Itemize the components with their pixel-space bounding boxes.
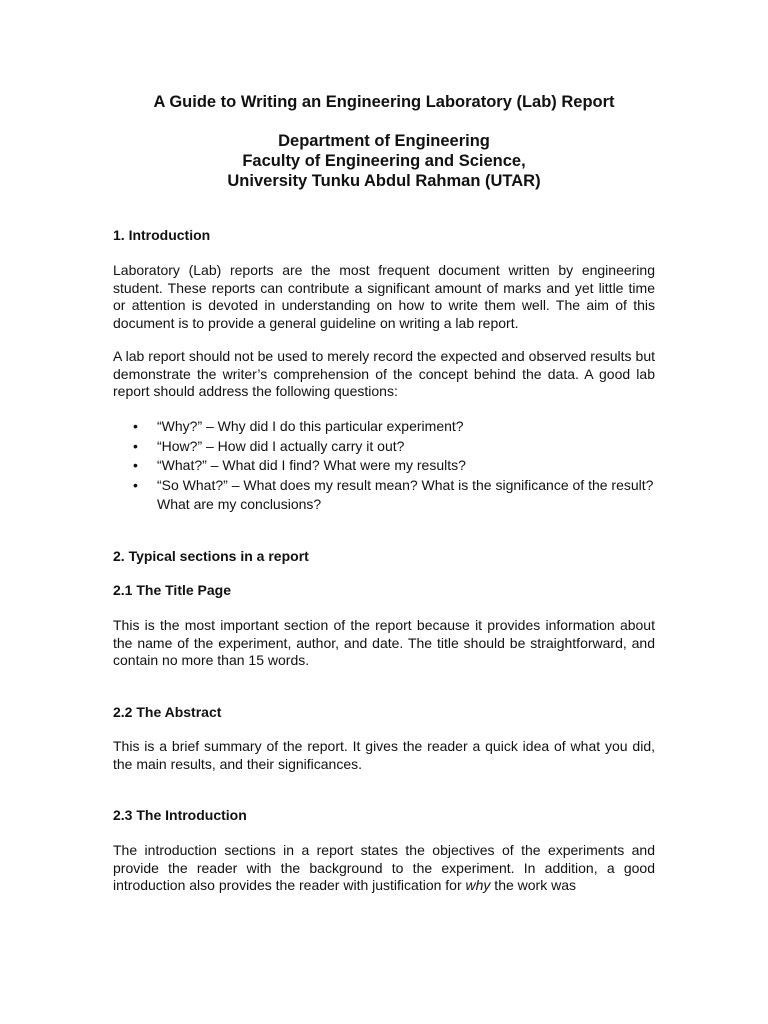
title-page-paragraph <box>113 617 655 670</box>
list-item-text: “So What?” – What does my result mean? What is the significance of the result? What are my conclusions? <box>157 476 654 512</box>
list-item <box>113 476 655 515</box>
document-title: A Guide to Writing an Engineering Laboratory (Lab) Report <box>153 93 615 111</box>
department-block <box>0 131 768 191</box>
intro-paragraph-1 <box>113 262 655 332</box>
section-heading-introduction <box>113 227 655 245</box>
question-list <box>113 417 655 515</box>
paragraph: This is a brief summary of the report. It gives the reader a quick idea of what you did, the main results, and their significances. <box>113 738 655 772</box>
bullet-icon: • <box>133 437 138 454</box>
list-item <box>113 456 655 476</box>
list-item <box>113 437 655 457</box>
heading: 2.2 The Abstract <box>113 704 222 720</box>
list-item-text: “Why?” – Why did I do this particular experiment? <box>157 418 464 434</box>
department-line: Department of Engineering <box>278 132 490 150</box>
bullet-icon: • <box>133 476 138 493</box>
subsection-heading-abstract <box>113 704 655 722</box>
subsection-heading-introduction <box>113 807 655 825</box>
intro-paragraph-2 <box>113 348 655 401</box>
paragraph <box>113 842 655 895</box>
heading: 2.3 The Introduction <box>113 807 247 823</box>
university-line: University Tunku Abdul Rahman (UTAR) <box>227 172 541 190</box>
heading: 1. Introduction <box>113 227 211 243</box>
bullet-icon: • <box>133 457 138 473</box>
paragraph: Laboratory (Lab) reports are the most frequent document written by engineering student. These reports can contribute a significant amount of marks and yet little time or attention is devoted in understanding on how to write them well. The aim of this document is to provide a general guideline on writing a lab report. <box>113 262 655 331</box>
subsection-heading-title-page <box>113 582 655 600</box>
emphasis-why: why <box>465 877 491 893</box>
section-heading-typical <box>113 548 655 566</box>
list-item-text: “What?” – What did I find? What were my results? <box>157 457 466 473</box>
paragraph-text-end: the work was <box>490 877 577 893</box>
paragraph: A lab report should not be used to merely record the expected and observed results but demonstrate the writer’s comprehension of the concept behind the data. A good lab report should address the following questions: <box>113 348 655 399</box>
faculty-line: Faculty of Engineering and Science, <box>242 152 526 170</box>
abstract-paragraph <box>113 738 655 773</box>
list-item <box>113 417 655 437</box>
list-item-text: “How?” – How did I actually carry it out? <box>157 437 405 454</box>
bullet-icon: • <box>133 418 138 434</box>
paragraph: This is the most important section of the report because it provides information about the name of the experiment, author, and date. The title should be straightforward, and contain no more than 15 words. <box>113 617 655 668</box>
heading: 2.1 The Title Page <box>113 582 232 598</box>
paragraph-text-start: The introduction sections in a report states the objectives of the experiments and provide the reader with the background to the experiment. In addition, a good introduction also provides the reader with justification for <box>113 842 655 893</box>
introduction-paragraph <box>113 842 655 895</box>
heading: 2. Typical sections in a report <box>113 548 309 564</box>
